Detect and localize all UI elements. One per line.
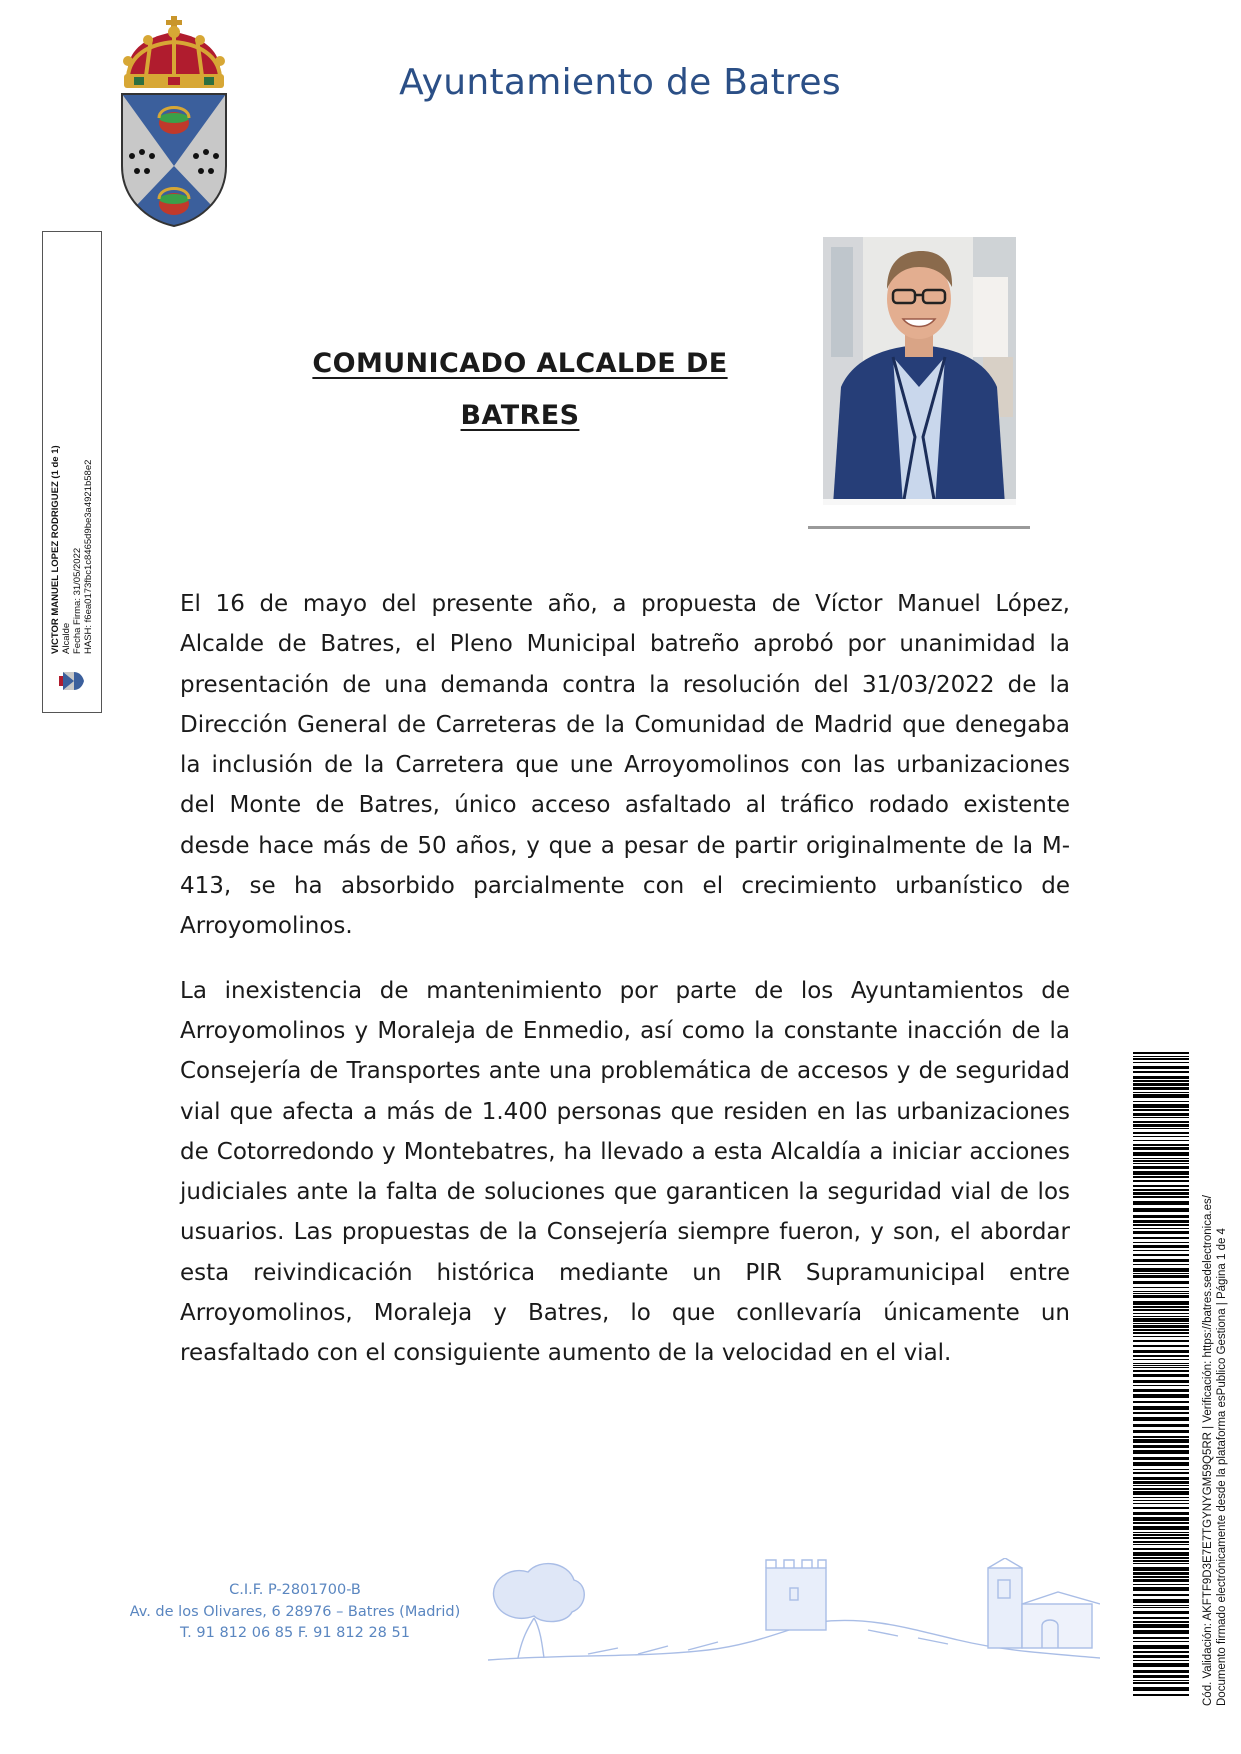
barcode-bar [1133,1497,1189,1498]
barcode-bar [1133,1345,1189,1347]
barcode-bar [1133,1534,1189,1536]
signer-role: Alcalde [61,622,72,654]
barcode-bar [1133,1599,1189,1603]
barcode-bar [1133,1144,1189,1146]
paragraph-2: La inexistencia de mantenimiento por parte de los Ayuntamientos de Arroyomolinos y Moraleja de Enmedio, así como la constante inacción de la Consejería de Transportes ante una problemática de accesos y de seguridad vial que afecta a más de 1.400 personas que residen en las urbanizaciones de Cotorredondo y Montebatres, ha llevado a esta Alcaldía a iniciar acciones judiciales ante la falta de soluciones que garanticen la seguridad vial de los usuarios. Las propuestas de la Consejería siempre fueron, y son, el abordar esta reivindicación histórica mediante un PIR Supramunicipal entre Arroyomolinos, Moraleja y Batres, lo que conllevaría únicamente un reasfaltado con el consiguiente aumento de la velocidad en el vial. [180,977,1070,1367]
barcode-bar [1133,1660,1189,1661]
barcode-bar [1133,1645,1189,1649]
barcode-bar [1133,1281,1189,1284]
barcode-bar [1133,1325,1189,1328]
barcode-bar [1133,1083,1189,1086]
barcode-bar [1133,1417,1189,1421]
barcode-bar [1133,1215,1189,1218]
signature-date: Fecha Firma: 31/05/2022 [72,547,83,654]
barcode-bar [1133,1359,1189,1360]
barcode-bar [1133,1287,1189,1288]
barcode-bar [1133,1132,1189,1134]
barcode-bar [1133,1567,1189,1571]
barcode-bar [1133,1512,1189,1515]
barcode-bar [1133,1306,1189,1308]
barcode-bar [1133,1058,1189,1060]
barcode-bar [1133,1500,1189,1501]
barcode-bar [1133,1056,1189,1057]
barcode-bar [1133,1436,1189,1438]
barcode-bar [1133,1268,1189,1272]
barcode-bar [1133,1295,1189,1298]
barcode-bar [1133,1462,1189,1466]
barcode-bar [1133,1491,1189,1495]
barcode-bar [1133,1680,1189,1681]
barcode-bar [1133,1224,1189,1226]
barcode-bar [1133,1477,1189,1480]
barcode-bar [1133,1594,1189,1596]
barcode-bar [1133,1621,1189,1623]
barcode-bar [1133,1439,1189,1443]
barcode-bar [1133,1363,1189,1364]
barcode-bar [1133,1192,1189,1195]
barcode-bar [1133,1323,1189,1324]
barcode-bar [1133,1231,1189,1234]
validation-barcode-image [1133,1052,1189,1700]
barcode-bar [1133,1340,1189,1342]
barcode-bar [1133,1171,1189,1175]
barcode-bar [1133,1694,1189,1696]
barcode-bar [1133,1560,1189,1562]
barcode-bar [1133,1641,1189,1642]
barcode-bar [1133,1180,1189,1182]
barcode-bar [1133,1485,1189,1486]
barcode-bar [1133,1080,1189,1082]
barcode-bar [1133,1275,1189,1278]
barcode-bar [1133,1687,1189,1691]
barcode-bar [1133,1264,1189,1265]
barcode-bar [1133,1572,1189,1575]
barcode-bar [1133,1552,1189,1556]
barcode-bar [1133,1066,1189,1069]
barcode-bar [1133,1424,1189,1427]
title-line-2: BATRES [460,400,580,431]
barcode-bar [1133,1242,1189,1243]
barcode-bar [1133,1563,1189,1564]
town-hall-title: Ayuntamiento de Batres [399,62,841,103]
barcode-bar [1133,1457,1189,1460]
barcode-bar [1133,1412,1189,1414]
barcode-bar [1133,1389,1189,1392]
barcode-bar [1133,1062,1189,1063]
signer-name: VICTOR MANUEL LOPEZ RODRIGUEZ (1 de 1) [50,445,61,654]
barcode-bar [1133,1237,1189,1239]
barcode-bar [1133,1185,1189,1187]
paragraph-1: El 16 de mayo del presente año, a propuesta de Víctor Manuel López, Alcalde de Batres, el Pleno Municipal batreño aprobó por unanimidad la presentación de una demanda contra la resolución del 31/03/2022 de la Dirección General de Carreteras de la Comunidad de Madrid que denegaba la inclusión de la Carretera que une Arroyomolinos con las urbanizaciones del Monte de Batres, único acceso asfaltado al tráfico rodado existente desde hace más de 50 años, y que a pesar de partir originalmente de la M-413, se ha absorbido parcialmente con el crecimiento urbanístico de Arroyomolinos. [180,591,1070,940]
footer-address: Av. de los Olivares, 6 28976 – Batres (Madrid) [129,1603,461,1620]
barcode-bar [1133,1406,1189,1410]
barcode-bar [1133,1147,1189,1150]
barcode-bar [1133,1124,1189,1127]
barcode-bar [1133,1176,1189,1178]
barcode-bar [1133,1617,1189,1619]
validation-platform: Documento firmado electrónicamente desde la plataforma esPublico Gestiona | Página 1 de 4 [1216,1228,1228,1706]
title-line-1: COMUNICADO ALCALDE DE [312,348,728,379]
barcode-bar [1133,1637,1189,1639]
barcode-bar [1133,1109,1189,1111]
barcode-bar [1133,1430,1189,1433]
barcode-bar [1133,1128,1189,1129]
barcode-bar [1133,1385,1189,1386]
barcode-bar [1133,1293,1189,1294]
barcode-bar [1133,1336,1189,1337]
landscape-sketch-image [488,1558,1100,1668]
barcode-bar [1133,1522,1189,1524]
barcode-bar [1133,1104,1189,1108]
barcode-bar [1133,1445,1189,1448]
barcode-bar [1133,1526,1189,1530]
barcode-bar [1133,1313,1189,1314]
barcode-bar [1133,1052,1189,1054]
barcode-bar [1133,1332,1189,1334]
footer-phones: T. 91 812 06 85 F. 91 812 28 51 [180,1625,410,1641]
barcode-bar [1133,1071,1189,1073]
barcode-bar [1133,1370,1189,1372]
barcode-bar [1133,1245,1189,1248]
barcode-bar [1133,1469,1189,1470]
barcode-bar [1133,1537,1189,1539]
barcode-bar [1133,1196,1189,1198]
barcode-bar [1133,1541,1189,1543]
barcode-bar [1133,1587,1189,1591]
barcode-bar [1133,1651,1189,1653]
barcode-bar [1133,1682,1189,1684]
barcode-bar [1133,1189,1189,1191]
barcode-bar [1133,1663,1189,1667]
barcode-bar [1133,1367,1189,1368]
validation-strip [1198,1060,1232,1706]
barcode-bar [1133,1355,1189,1357]
barcode-bar [1133,1401,1189,1403]
mini-crest-icon [59,670,85,692]
barcode-bar [1133,1316,1189,1317]
barcode-bar [1133,1374,1189,1377]
barcode-bar [1133,1309,1189,1311]
barcode-bar [1133,1301,1189,1305]
barcode-bar [1133,1136,1189,1137]
barcode-bar [1133,1094,1189,1098]
footer-cif: C.I.F. P-2801700-B [229,1582,361,1598]
barcode-bar [1133,1158,1189,1159]
barcode-bar [1133,1544,1189,1545]
barcode-bar [1133,1163,1189,1164]
barcode-bar [1133,1160,1189,1162]
barcode-bar [1133,1584,1189,1585]
barcode-bar [1133,1140,1189,1141]
barcode-bar [1133,1254,1189,1256]
barcode-bar [1133,1259,1189,1262]
barcode-bar [1133,1087,1189,1090]
document-title [290,338,750,442]
barcode-bar [1133,1350,1189,1353]
coat-of-arms-logo [118,16,230,228]
barcode-bar [1133,1630,1189,1634]
barcode-bar [1133,1152,1189,1156]
barcode-bar [1133,1113,1189,1116]
barcode-bar [1133,1166,1189,1169]
barcode-bar [1133,1557,1189,1559]
body-text [180,584,1070,1398]
barcode-bar [1133,1481,1189,1484]
barcode-bar [1133,1201,1189,1205]
barcode-bar [1133,1607,1189,1608]
barcode-bar [1133,1488,1189,1490]
barcode-bar [1133,1532,1189,1533]
barcode-bar [1133,1117,1189,1118]
barcode-bar [1133,1605,1189,1606]
barcode-bar [1133,1380,1189,1383]
barcode-bar [1133,1318,1189,1322]
barcode-bar [1133,1548,1189,1550]
barcode-bar [1133,1228,1189,1229]
signature-stamp [42,231,102,713]
barcode-bar [1133,1576,1189,1578]
barcode-bar [1133,1675,1189,1678]
barcode-bar [1133,1121,1189,1123]
barcode-bar [1133,1394,1189,1398]
barcode-bar [1133,1076,1189,1079]
barcode-bar [1133,1365,1189,1366]
barcode-bar [1133,1670,1189,1673]
barcode-bar [1133,1472,1189,1474]
barcode-bar [1133,1208,1189,1212]
mayor-portrait-photo [823,237,1016,505]
barcode-bar [1133,1273,1189,1274]
barcode-bar [1133,1503,1189,1504]
validation-code: Cód. Validación: AKFTF9D3E7E7TGYNYGM59Q5RR | Verificación: https://batres.sedelectronica.es/ [1202,1195,1214,1706]
signature-hash: HASH: f6ea0173fbc1c8465d9be3a4921b58e2 [83,459,94,654]
barcode-bar [1133,1092,1189,1093]
barcode-bar [1133,1329,1189,1331]
barcode-bar [1133,1450,1189,1454]
barcode-bar [1133,1655,1189,1658]
barcode-bar [1133,1101,1189,1102]
barcode-bar [1133,1291,1189,1292]
barcode-bar [1133,1611,1189,1614]
barcode-bar [1133,1517,1189,1521]
footer-contact [90,1580,500,1645]
barcode-bar [1133,1507,1189,1509]
barcode-bar [1133,1250,1189,1251]
barcode-bar [1133,1220,1189,1223]
barcode-bar [1133,1579,1189,1582]
barcode-bar [1133,1624,1189,1628]
photo-divider [808,526,1030,529]
